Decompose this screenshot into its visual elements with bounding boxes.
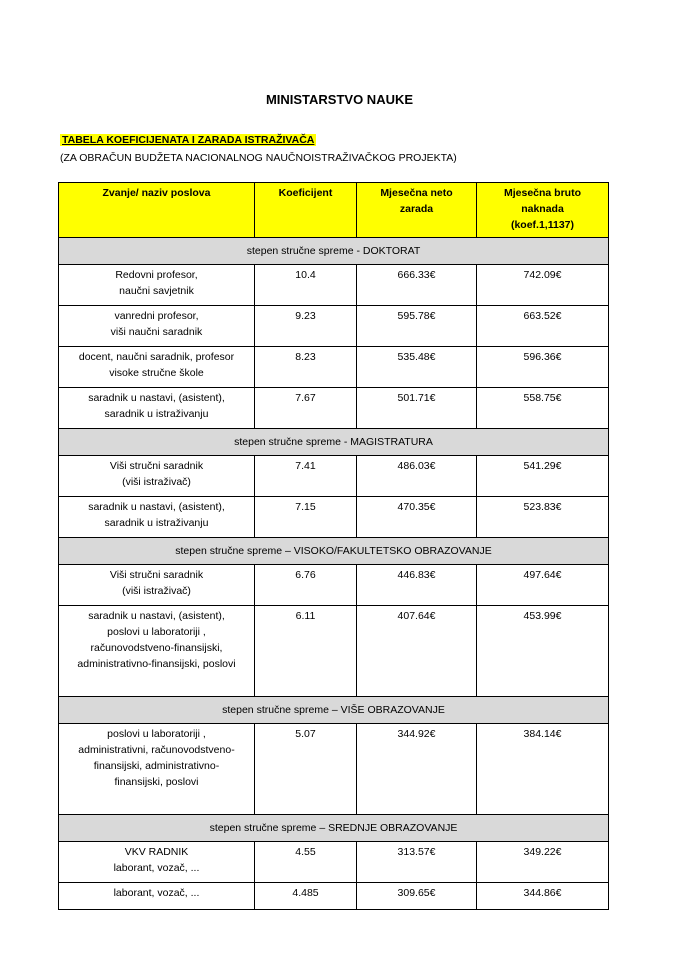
coefficient-cell: 4.55 [255, 842, 357, 883]
column-header [357, 183, 477, 238]
coefficient-cell: 5.07 [255, 724, 357, 815]
net-salary-cell: 666.33€ [357, 265, 477, 306]
coefficient-table [58, 182, 609, 910]
position-title-cell [59, 265, 255, 306]
coefficient-cell: 6.11 [255, 606, 357, 697]
table-title: TABELA KOEFICIJENATA I ZARADA ISTRAŽIVAČA [62, 134, 315, 146]
position-title-line: saradnik u nastavi, (asistent), [88, 392, 225, 404]
coefficient-cell: 6.76 [255, 565, 357, 606]
position-title-cell [59, 606, 255, 697]
table-row [59, 883, 609, 910]
coefficient-cell: 10.4 [255, 265, 357, 306]
position-title-line: vanredni profesor, [114, 310, 199, 322]
position-title-line: docent, naučni saradnik, profesor [78, 351, 235, 363]
table-row [59, 347, 609, 388]
column-header [477, 183, 609, 238]
coefficient-cell: 9.23 [255, 306, 357, 347]
position-title-cell [59, 565, 255, 606]
gross-salary-cell: 541.29€ [477, 456, 609, 497]
position-title-line: finansijski, poslovi [114, 776, 199, 788]
position-title-cell [59, 388, 255, 429]
gross-salary-cell: 453.99€ [477, 606, 609, 697]
table-row [59, 565, 609, 606]
section-label: stepen stručne spreme - MAGISTRATURA [59, 429, 609, 456]
position-title-cell [59, 842, 255, 883]
position-title-line: administrativno-finansijski, poslovi [77, 658, 236, 670]
column-header-text: Mjesečna bruto naknada (koef.1,1137) [503, 187, 582, 231]
net-salary-cell: 535.48€ [357, 347, 477, 388]
net-salary-cell: 595.78€ [357, 306, 477, 347]
position-title-line: VKV RADNIK [124, 846, 189, 858]
gross-salary-cell: 523.83€ [477, 497, 609, 538]
position-title-line: računovodstveno-finansijski, [90, 642, 223, 654]
net-salary-cell: 407.64€ [357, 606, 477, 697]
net-salary-cell: 344.92€ [357, 724, 477, 815]
position-title-cell [59, 883, 255, 910]
section-row [59, 238, 609, 265]
net-salary-cell: 313.57€ [357, 842, 477, 883]
net-salary-cell: 446.83€ [357, 565, 477, 606]
net-salary-cell: 501.71€ [357, 388, 477, 429]
table-row [59, 842, 609, 883]
table-row [59, 306, 609, 347]
gross-salary-cell: 558.75€ [477, 388, 609, 429]
position-title-line: Redovni profesor, [115, 269, 198, 281]
column-header: Koeficijent [255, 183, 357, 238]
coefficient-cell: 7.15 [255, 497, 357, 538]
gross-salary-cell: 349.22€ [477, 842, 609, 883]
position-title-cell [59, 456, 255, 497]
section-row [59, 697, 609, 724]
net-salary-cell: 470.35€ [357, 497, 477, 538]
position-title-cell [59, 724, 255, 815]
page-title: MINISTARSTVO NAUKE [265, 92, 414, 107]
position-title-line: laborant, vozač, ... [113, 862, 200, 874]
position-title-line: viši naučni saradnik [110, 326, 203, 338]
position-title-line: (viši istraživač) [122, 585, 191, 597]
coefficient-cell: 4.485 [255, 883, 357, 910]
net-salary-cell: 309.65€ [357, 883, 477, 910]
coefficient-cell: 8.23 [255, 347, 357, 388]
position-title-line: poslovi u laboratoriji , [107, 626, 206, 638]
table-row [59, 724, 609, 815]
position-title-line: saradnik u istraživanju [104, 517, 209, 529]
position-title-cell [59, 306, 255, 347]
coefficient-cell: 7.67 [255, 388, 357, 429]
coefficient-cell: 7.41 [255, 456, 357, 497]
position-title-line: saradnik u nastavi, (asistent), [88, 610, 225, 622]
gross-salary-cell: 596.36€ [477, 347, 609, 388]
position-title-line: naučni savjetnik [119, 285, 194, 297]
section-row [59, 429, 609, 456]
position-title-line: administrativni, računovodstveno- [78, 744, 235, 756]
position-title-line: Viši stručni saradnik [109, 460, 204, 472]
table-row [59, 497, 609, 538]
position-title-line: laborant, vozač, ... [113, 887, 200, 899]
table-row [59, 265, 609, 306]
gross-salary-cell: 344.86€ [477, 883, 609, 910]
position-title-line: Viši stručni saradnik [109, 569, 204, 581]
table-row [59, 456, 609, 497]
gross-salary-cell: 384.14€ [477, 724, 609, 815]
position-title-cell [59, 347, 255, 388]
position-title-line: visoke stručne škole [109, 367, 204, 379]
position-title-line: poslovi u laboratoriji , [107, 728, 206, 740]
gross-salary-cell: 663.52€ [477, 306, 609, 347]
table-body [59, 238, 609, 910]
net-salary-cell: 486.03€ [357, 456, 477, 497]
position-title-line: (viši istraživač) [122, 476, 191, 488]
column-header-text: Mjesečna neto zarada [380, 187, 453, 215]
table-row [59, 388, 609, 429]
table-header-row [59, 183, 609, 238]
section-label: stepen stručne spreme - DOKTORAT [59, 238, 609, 265]
section-row [59, 538, 609, 565]
column-header: Zvanje/ naziv poslova [59, 183, 255, 238]
position-title-cell [59, 497, 255, 538]
section-label: stepen stručne spreme – VIŠE OBRAZOVANJE [59, 697, 609, 724]
position-title-line: saradnik u istraživanju [104, 408, 209, 420]
section-label: stepen stručne spreme – SREDNJE OBRAZOVANJE [59, 815, 609, 842]
gross-salary-cell: 742.09€ [477, 265, 609, 306]
position-title-line: saradnik u nastavi, (asistent), [88, 501, 225, 513]
position-title-line: finansijski, administrativno- [93, 760, 220, 772]
section-label: stepen stručne spreme – VISOKO/FAKULTETSKO OBRAZOVANJE [59, 538, 609, 565]
table-note: (ZA OBRAČUN BUDŽETA NACIONALNOG NAUČNOISTRAŽIVAČKOG PROJEKTA) [60, 152, 457, 164]
section-row [59, 815, 609, 842]
table-row [59, 606, 609, 697]
gross-salary-cell: 497.64€ [477, 565, 609, 606]
